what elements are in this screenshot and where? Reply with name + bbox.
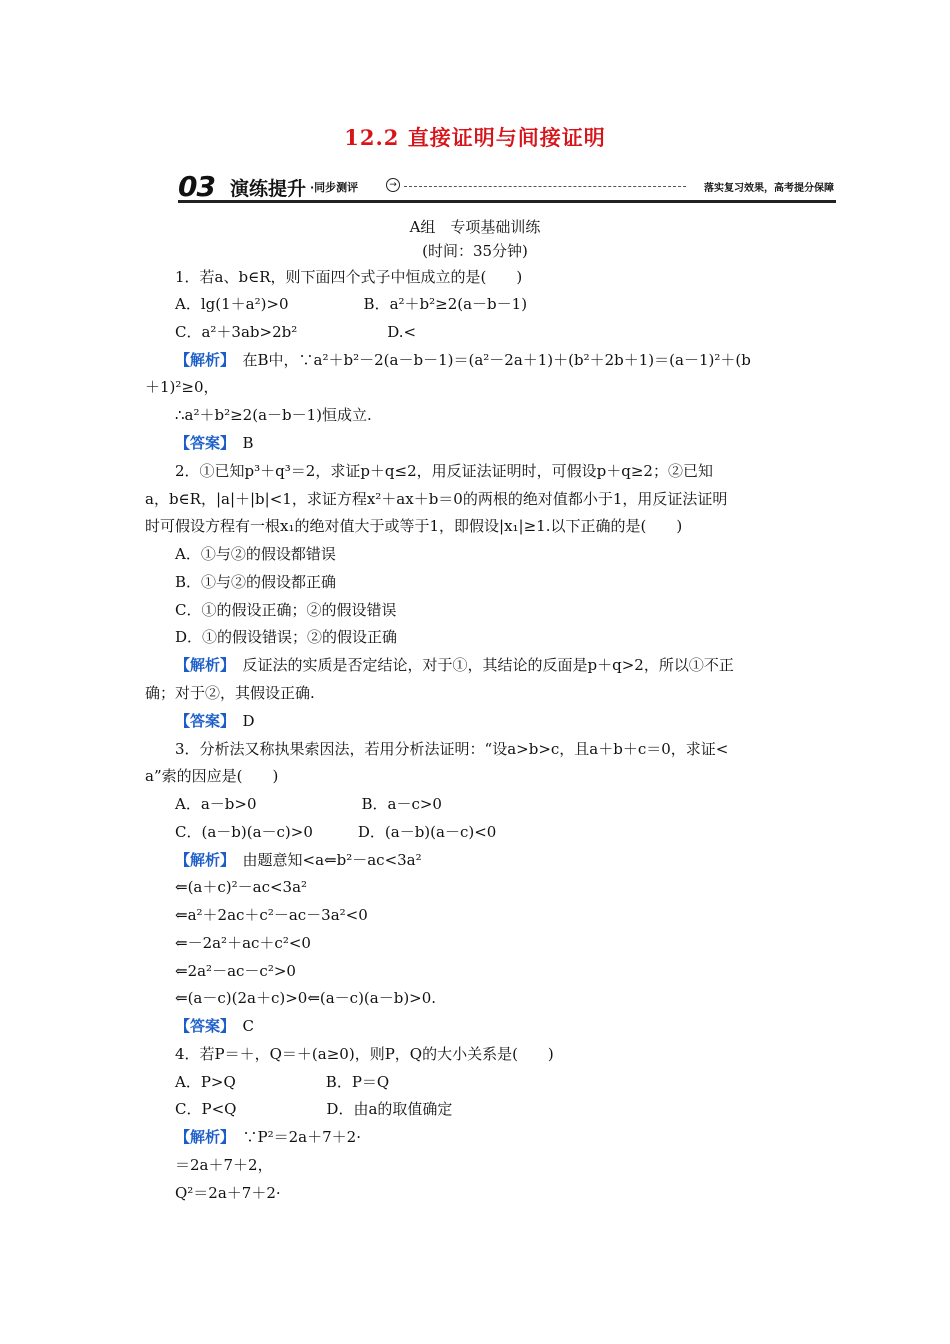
banner-rule [178,200,836,203]
line-text: A．P>Q B．P＝Q [175,1073,390,1091]
text-line [175,1155,273,1175]
text-line [175,627,397,647]
text-line [175,1072,389,1092]
line-text: 在B中，∵a²＋b²－2(a－b－1)＝(a²－2a＋1)＋(b²＋2b＋1)＝(a－1)²＋(b [242,351,751,369]
answer-tag: 【答案】 [175,434,228,452]
line-text: 确；对于②，其假设正确. [145,684,315,702]
line-text: ∵P²＝2a＋7＋2· [242,1128,361,1146]
line-text: 1．若a、b∈R，则下面四个式子中恒成立的是( ) [175,268,523,286]
arrow-icon: → [386,178,400,192]
line-text: D [242,712,255,730]
line-text: ＝2a＋7＋2， [175,1156,273,1174]
line-text: 3．分析法又称执果索因法，若用分析法证明：“设a>b>c，且a＋b＋c＝0，求证< [175,740,729,758]
line-text: ＋1)²≥0， [145,378,219,396]
page-title: 12.2 直接证明与间接证明 [344,125,606,150]
text-line [175,1099,452,1119]
banner-dash-line [404,186,686,187]
text-line [145,516,682,536]
line-text: ⇐(a＋c)²－ac<3a² [175,878,308,896]
text-line [175,600,396,620]
answer-tag: 【答案】 [175,1017,228,1035]
line-text: A．①与②的假设都错误 [175,545,336,563]
line-text: 反证法的实质是否定结论，对于①，其结论的反面是p＋q>2，所以①不正 [242,656,734,674]
text-line [0,241,950,261]
line-text: 时可假设方程有一根x₁的绝对值大于或等于1，即假设|x₁|≥1.以下正确的是( ) [145,517,683,535]
text-line [175,877,307,897]
text-line [145,489,727,509]
analysis-tag: 【解析】 [175,851,228,869]
text-line [175,267,522,287]
text-line [175,1127,361,1147]
banner-slogan: 落实复习效果，高考提分保障 [704,183,834,194]
text-line [145,683,315,703]
analysis-tag: 【解析】 [175,1128,228,1146]
text-line [175,1016,254,1036]
line-text: ⇐2a²－ac－c²>0 [175,962,296,980]
line-text: ⇐(a－c)(2a＋c)>0⇐(a－c)(a－b)>0. [175,989,437,1007]
line-text: 2．①已知p³＋q³＝2，求证p＋q≤2，用反证法证明时，可假设p＋q≥2；②已知 [175,462,713,480]
line-text: B [242,434,254,452]
text-line [175,1044,554,1064]
section-banner [178,170,836,206]
line-text: C．(a－b)(a－c)>0 D．(a－b)(a－c)<0 [175,823,497,841]
line-text: ∴a²＋b²≥2(a－b－1)恒成立. [175,406,372,424]
text-line [175,794,442,814]
line-text: C [242,1017,255,1035]
line-text: B．①与②的假设都正确 [175,573,337,591]
line-text: a，b∈R，|a|＋|b|<1，求证方程x²＋ax＋b＝0的两根的绝对值都小于1，用反证法证明 [145,490,728,508]
line-text: ⇐a²＋2ac＋c²－ac－3a²<0 [175,906,368,924]
line-text: C．P<Q D．由a的取值确定 [175,1100,453,1118]
text-line [175,711,255,731]
line-text: 4．若P＝＋，Q＝＋(a≥0)，则P，Q的大小关系是( ) [175,1045,554,1063]
answer-tag: 【答案】 [175,712,228,730]
text-line [175,461,713,481]
analysis-tag: 【解析】 [175,351,228,369]
text-line [175,988,436,1008]
banner-number: 03 [178,170,215,203]
text-line [175,739,728,759]
text-line [0,217,950,237]
text-line [175,433,254,453]
text-line [175,405,372,425]
text-line [175,655,734,675]
text-line [175,294,527,314]
text-line [175,933,311,953]
line-text: C．a²＋3ab>2b² D.< [175,323,417,341]
banner-sub: ·同步测评 [310,181,359,194]
line-text: ⇐－2a²＋ac＋c²<0 [175,934,311,952]
text-line [175,1183,281,1203]
line-text: D．①的假设错误；②的假设正确 [175,628,398,646]
analysis-tag: 【解析】 [175,656,228,674]
text-line [175,572,336,592]
text-line [145,377,219,397]
banner-main: 演练提升 [230,178,307,200]
line-text: A组 专项基础训练 [409,218,541,236]
line-text: (时间：35分钟) [422,242,528,260]
text-line [175,822,496,842]
line-text: a”索的因应是( ) [145,767,279,785]
text-line [145,766,278,786]
line-text: C．①的假设正确；②的假设错误 [175,601,397,619]
line-text: A．a－b>0 B．a－c>0 [175,795,442,813]
line-text: A．lg(1＋a²)>0 B．a²＋b²≥2(a－b－1) [175,295,528,313]
text-line [175,905,368,925]
line-text: Q²＝2a＋7＋2· [175,1184,281,1202]
line-text: 由题意知<a⇐b²－ac<3a² [242,851,422,869]
text-line [175,322,416,342]
text-line [175,544,336,564]
text-line [175,850,422,870]
text-line [175,350,751,370]
text-line [175,961,296,981]
